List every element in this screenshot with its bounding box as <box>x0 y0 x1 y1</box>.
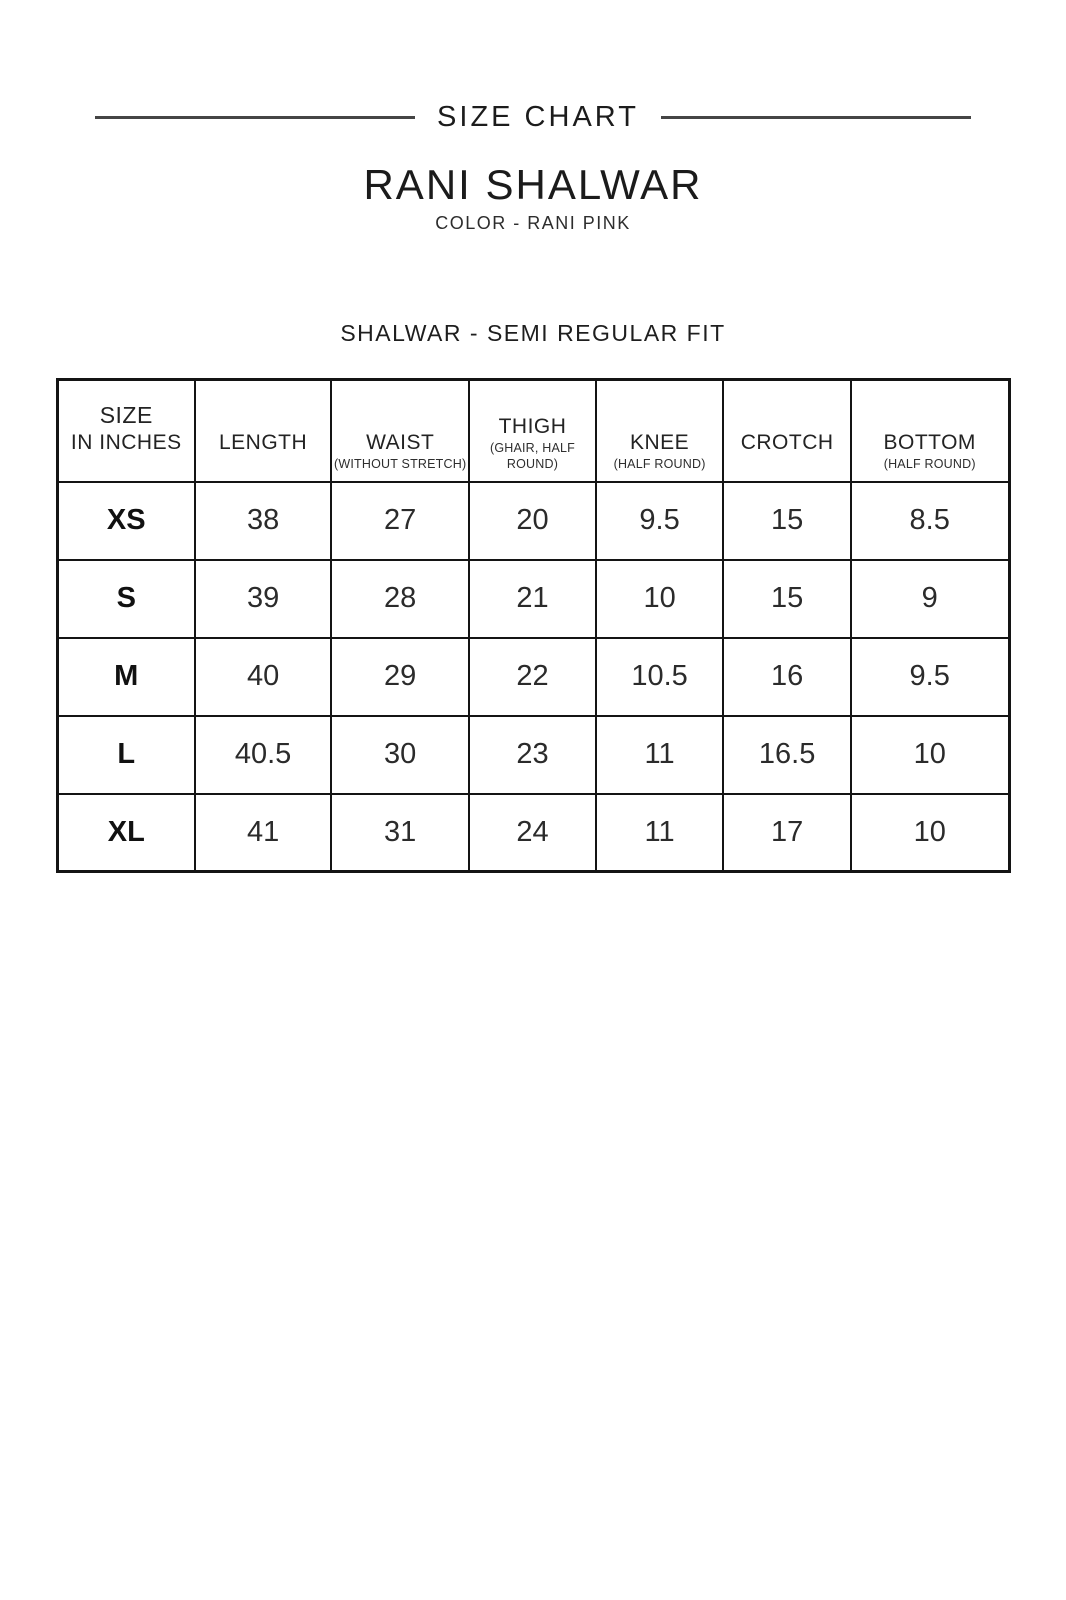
table-row <box>57 716 1009 794</box>
column-label-line2: IN INCHES <box>70 430 182 454</box>
column-header-length <box>195 380 331 482</box>
column-label: CROTCH <box>740 430 834 454</box>
value-cell: 29 <box>331 638 469 716</box>
header-row <box>57 380 1009 482</box>
column-sublabel: (GHAIR, HALF ROUND) <box>489 440 576 471</box>
column-header-waist <box>331 380 469 482</box>
value-cell: 39 <box>195 560 331 638</box>
column-header-crotch <box>723 380 851 482</box>
column-sublabel: (HALF ROUND) <box>883 456 976 471</box>
column-label: THIGH <box>498 414 567 438</box>
value-cell: 9.5 <box>851 638 1009 716</box>
column-label: KNEE <box>629 430 690 454</box>
value-cell: 16 <box>723 638 851 716</box>
value-cell: 40 <box>195 638 331 716</box>
column-sublabel: (HALF ROUND) <box>613 456 706 471</box>
section-title: SHALWAR - SEMI REGULAR FIT <box>340 320 726 346</box>
product-name: RANI SHALWAR <box>363 161 703 208</box>
value-cell: 10 <box>851 794 1009 872</box>
value-cell: 41 <box>195 794 331 872</box>
column-header-knee <box>596 380 724 482</box>
size-cell: XL <box>57 794 195 872</box>
heading-right-rule <box>661 116 971 119</box>
value-cell: 40.5 <box>195 716 331 794</box>
value-cell: 8.5 <box>851 482 1009 560</box>
value-cell: 23 <box>469 716 596 794</box>
size-chart-heading <box>0 0 1066 134</box>
column-label: SIZE <box>99 401 153 428</box>
column-label: WAIST <box>366 430 435 454</box>
size-chart-title: SIZE CHART <box>437 101 639 133</box>
value-cell: 9 <box>851 560 1009 638</box>
value-cell: 24 <box>469 794 596 872</box>
size-cell: XS <box>57 482 195 560</box>
column-label: BOTTOM <box>883 430 976 454</box>
value-cell: 15 <box>723 482 851 560</box>
value-cell: 30 <box>331 716 469 794</box>
value-cell: 22 <box>469 638 596 716</box>
value-cell: 16.5 <box>723 716 851 794</box>
value-cell: 17 <box>723 794 851 872</box>
value-cell: 21 <box>469 560 596 638</box>
value-cell: 28 <box>331 560 469 638</box>
table-row <box>57 482 1009 560</box>
value-cell: 10 <box>851 716 1009 794</box>
table-row <box>57 638 1009 716</box>
value-cell: 20 <box>469 482 596 560</box>
value-cell: 10 <box>596 560 724 638</box>
value-cell: 27 <box>331 482 469 560</box>
column-header-bottom <box>851 380 1009 482</box>
size-table-body <box>57 482 1009 872</box>
column-sublabel <box>724 456 850 472</box>
size-table <box>56 378 1011 873</box>
value-cell: 15 <box>723 560 851 638</box>
table-row <box>57 794 1009 872</box>
column-label: LENGTH <box>219 430 308 454</box>
value-cell: 11 <box>596 794 724 872</box>
product-color-label: COLOR - RANI PINK <box>435 213 631 233</box>
table-row <box>57 560 1009 638</box>
heading-left-rule <box>95 116 415 119</box>
column-sublabel <box>59 456 195 472</box>
column-sublabel: (WITHOUT STRETCH) <box>334 456 467 471</box>
value-cell: 9.5 <box>596 482 724 560</box>
size-cell: M <box>57 638 195 716</box>
value-cell: 38 <box>195 482 331 560</box>
size-cell: S <box>57 560 195 638</box>
column-sublabel <box>196 456 330 472</box>
column-header-size <box>57 380 195 482</box>
value-cell: 11 <box>596 716 724 794</box>
size-cell: L <box>57 716 195 794</box>
value-cell: 10.5 <box>596 638 724 716</box>
value-cell: 31 <box>331 794 469 872</box>
column-header-thigh <box>469 380 596 482</box>
